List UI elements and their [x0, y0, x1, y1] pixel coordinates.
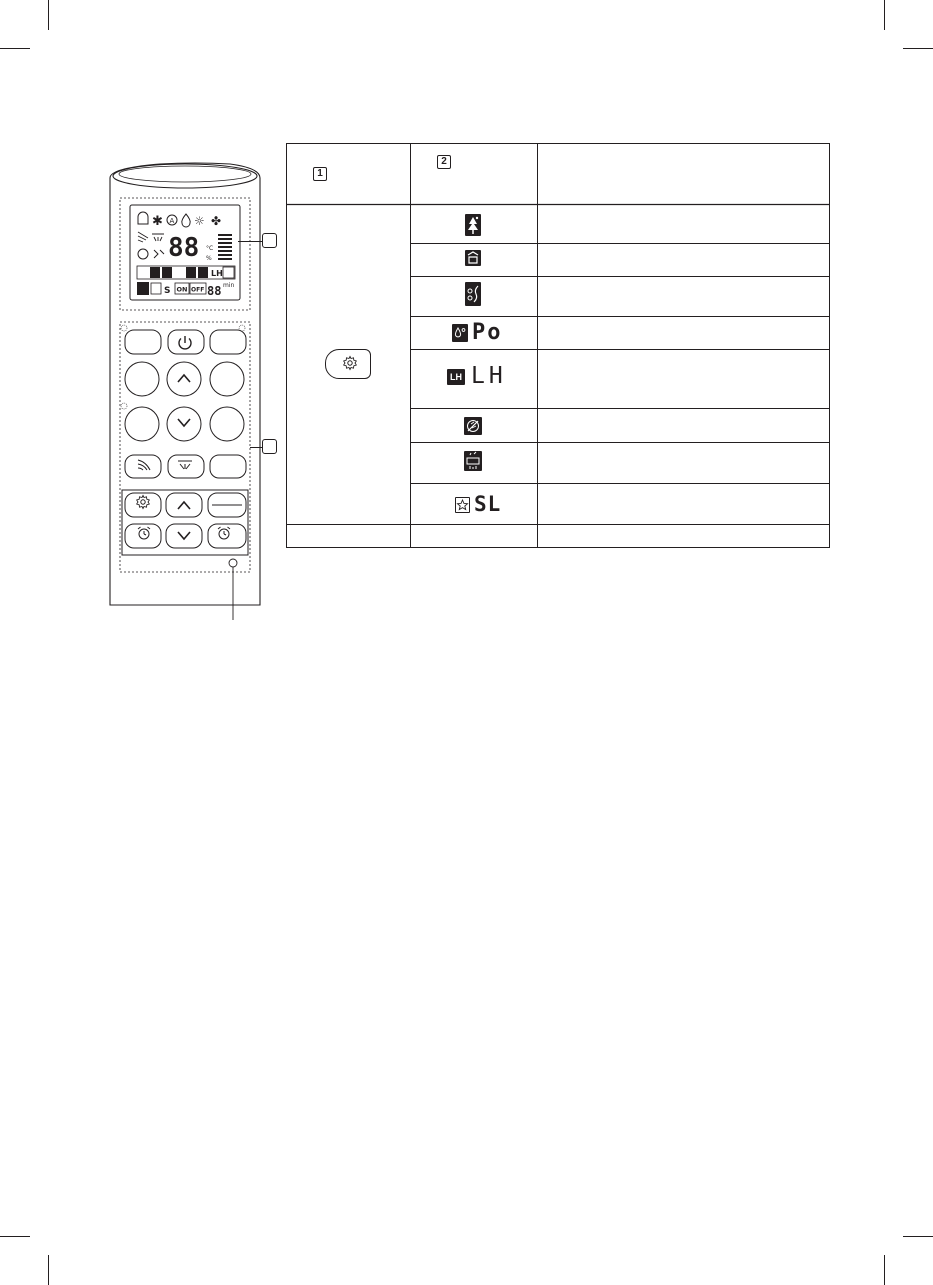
temp-up-icon[interactable]	[176, 371, 192, 385]
crop-mark	[884, 1255, 885, 1285]
svg-text:%: %	[206, 255, 212, 262]
star-icon	[455, 497, 470, 513]
crop-mark	[0, 48, 30, 49]
table-grid	[286, 143, 830, 548]
crop-mark	[903, 48, 933, 49]
clean-icon	[464, 451, 482, 471]
lh-icon: LH	[447, 369, 465, 385]
power-icon[interactable]	[176, 334, 194, 352]
alarm-clock-icon[interactable]	[216, 525, 232, 541]
header-marker-1: 1	[313, 167, 327, 181]
func-up-icon[interactable]	[176, 499, 192, 511]
func-down-icon[interactable]	[176, 530, 192, 542]
settings-gear-icon[interactable]	[135, 494, 151, 510]
callout-box-2	[262, 439, 277, 454]
crop-mark	[903, 1236, 933, 1237]
svg-text:min: min	[223, 282, 235, 289]
svg-text:✤: ✤	[211, 214, 222, 228]
callout-line-2	[250, 447, 262, 448]
gear-icon	[342, 355, 358, 371]
swing-icon[interactable]	[136, 458, 152, 472]
callout-line-1	[238, 241, 262, 242]
callout-box-1	[262, 233, 277, 248]
svg-text:✱: ✱	[152, 214, 163, 229]
svg-text:88: 88	[207, 284, 222, 298]
crop-mark	[0, 1236, 30, 1237]
drop-icon	[452, 324, 468, 342]
svg-text:A: A	[169, 217, 175, 225]
crop-mark	[48, 0, 49, 30]
fan-speed-icon[interactable]	[176, 458, 194, 470]
plasma-icon	[465, 250, 481, 266]
crop-mark	[884, 0, 885, 30]
code-po: Po	[472, 320, 503, 345]
alarm-clock-icon[interactable]	[136, 525, 152, 541]
air-purify-icon	[465, 214, 481, 236]
svg-text:S: S	[164, 286, 171, 296]
lcd-display	[134, 210, 238, 298]
header-marker-2: 2	[437, 155, 451, 169]
humidity-icon	[465, 282, 481, 306]
temp-down-icon[interactable]	[176, 416, 192, 430]
settings-button[interactable]	[325, 349, 371, 379]
code-sl: SL	[474, 492, 502, 516]
svg-text:°C: °C	[206, 245, 214, 252]
svg-text:☼: ☼	[194, 214, 205, 228]
svg-text:LH: LH	[211, 269, 223, 278]
lcd-digits: 88	[168, 233, 200, 263]
crop-mark	[48, 1255, 49, 1285]
code-lh: LH	[471, 363, 507, 389]
svg-text:ON: ON	[176, 285, 188, 294]
mosquito-icon	[464, 417, 482, 435]
svg-text:OFF: OFF	[191, 286, 205, 294]
function-table	[286, 143, 830, 548]
